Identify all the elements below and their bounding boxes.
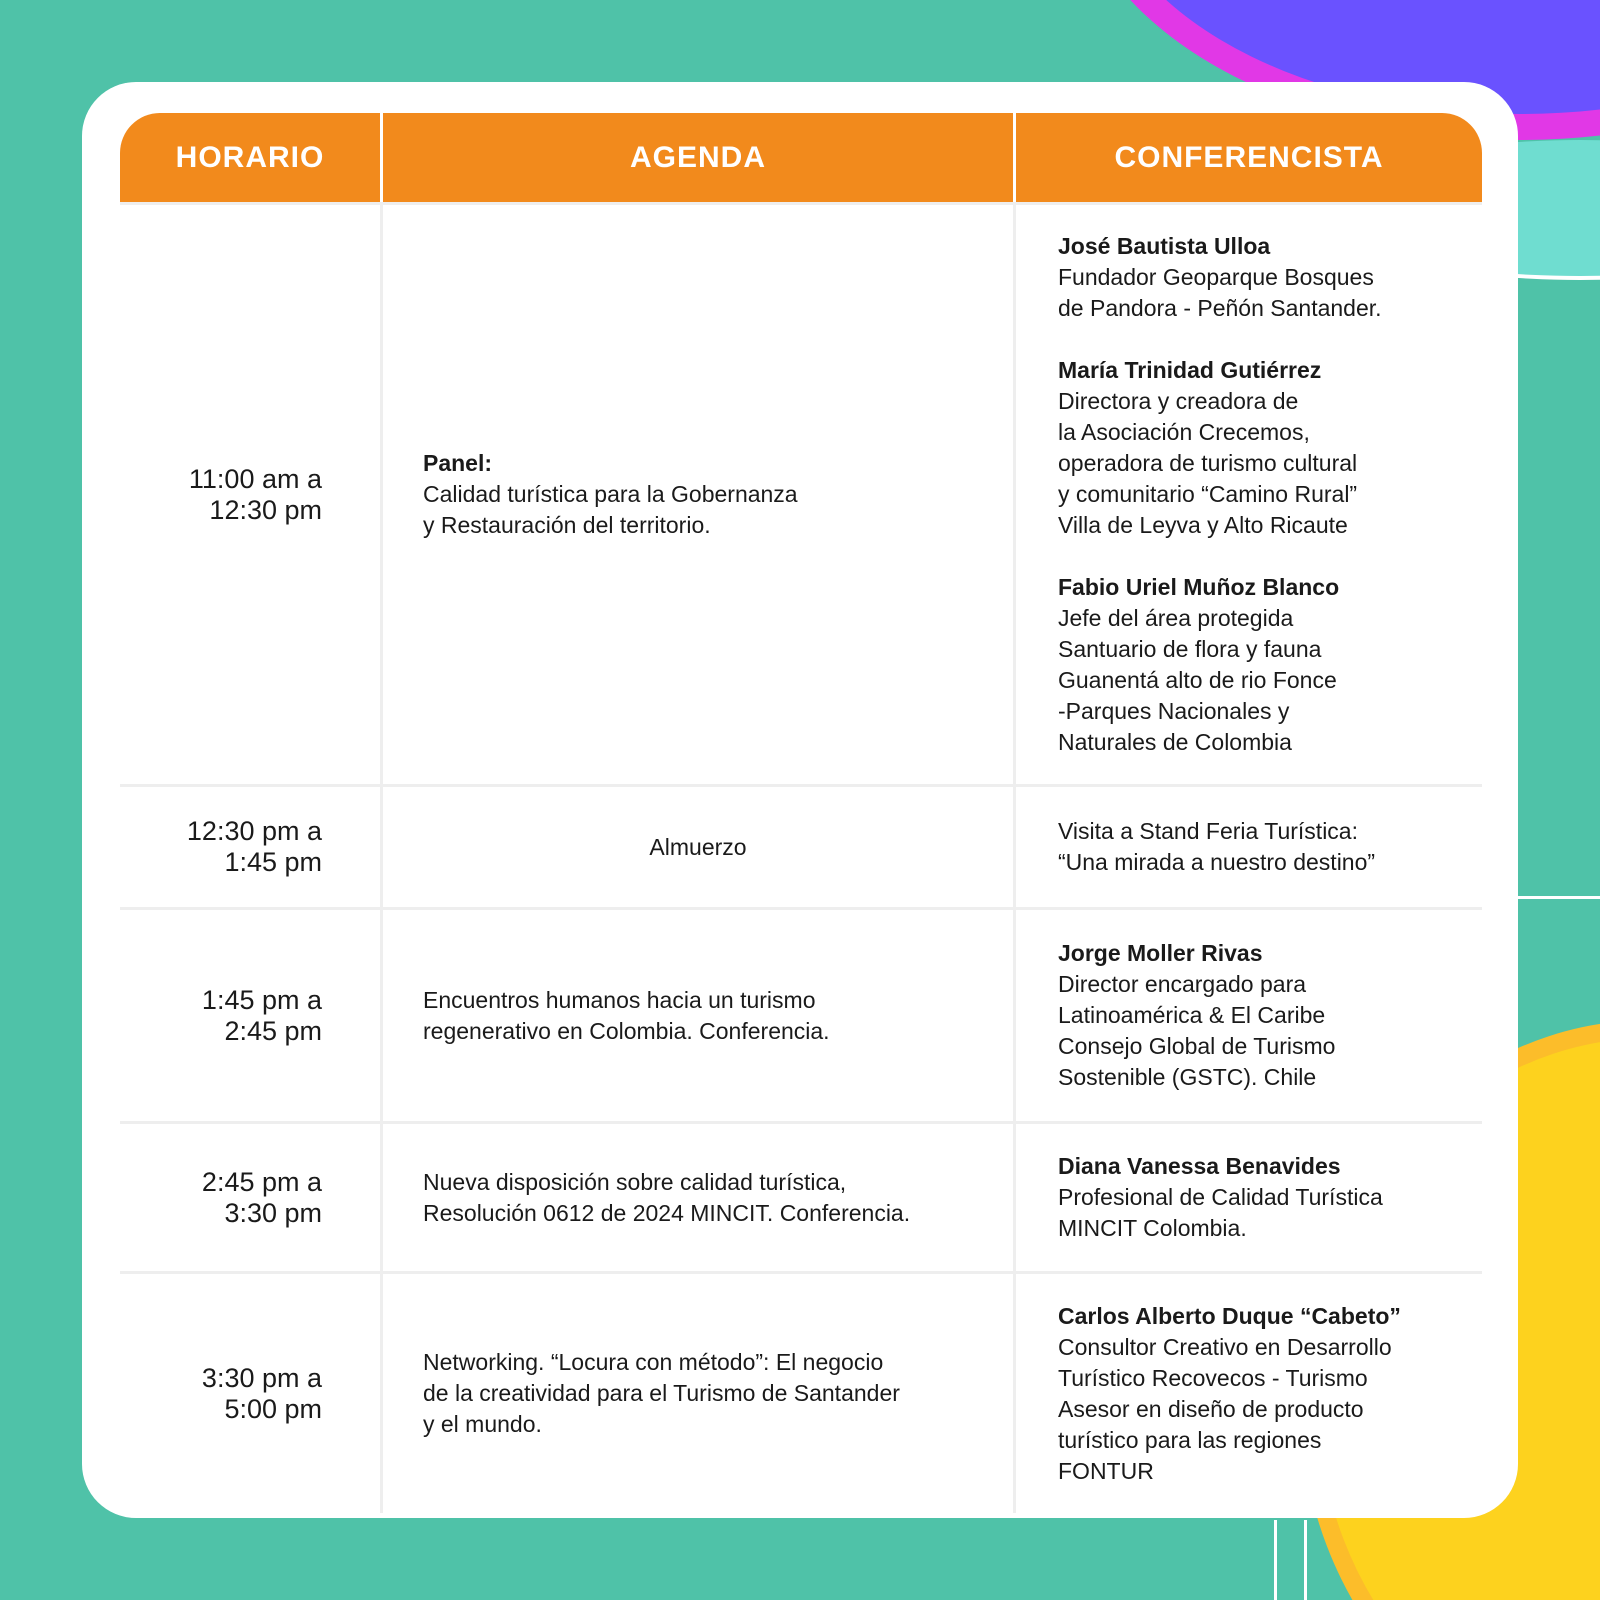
agenda-text: Calidad turística para la Gobernanza bbox=[423, 481, 798, 507]
agenda-cell bbox=[380, 1124, 1016, 1271]
time-start: 12:30 pm a bbox=[186, 816, 322, 846]
header-agenda: AGENDA bbox=[380, 113, 1016, 202]
time-cell bbox=[120, 910, 380, 1121]
speaker-role: Profesional de Calidad Turística bbox=[1058, 1184, 1383, 1210]
agenda-text: regenerativo en Colombia. Conferencia. bbox=[423, 1017, 830, 1044]
speaker-role: -Parques Nacionales y bbox=[1058, 698, 1290, 724]
time-end: 12:30 pm bbox=[209, 494, 322, 525]
speaker-role: Latinoamérica & El Caribe bbox=[1058, 1002, 1326, 1028]
speaker-role: Villa de Leyva y Alto Ricaute bbox=[1058, 512, 1348, 538]
agenda-table bbox=[120, 113, 1482, 1513]
time-end: 5:00 pm bbox=[224, 1393, 322, 1424]
speaker-block bbox=[1058, 938, 1335, 1093]
speaker-name: Diana Vanessa Benavides bbox=[1058, 1153, 1341, 1179]
time-cell bbox=[120, 1274, 380, 1513]
time-end: 3:30 pm bbox=[224, 1197, 322, 1228]
header-conferencista: CONFERENCISTA bbox=[1016, 113, 1482, 202]
decorative-line bbox=[1274, 1520, 1277, 1600]
speaker-name: José Bautista Ulloa bbox=[1058, 233, 1271, 259]
speaker-role: la Asociación Crecemos, bbox=[1058, 419, 1310, 445]
time-start: 3:30 pm a bbox=[201, 1362, 322, 1393]
agenda-text: Networking. “Locura con método”: El negocio bbox=[423, 1349, 884, 1375]
speaker-role: Fundador Geoparque Bosques bbox=[1058, 264, 1374, 290]
speaker-role: Guanentá alto de rio Fonce bbox=[1058, 667, 1337, 693]
speaker-role: turístico para las regiones bbox=[1058, 1426, 1322, 1453]
agenda-text: y el mundo. bbox=[423, 1411, 542, 1437]
agenda-label: Panel: bbox=[423, 450, 493, 476]
speaker-role: Consejo Global de Turismo bbox=[1058, 1033, 1336, 1059]
speaker-name: Carlos Alberto Duque “Cabeto” bbox=[1058, 1302, 1401, 1329]
speaker-block bbox=[1058, 355, 1382, 541]
speaker-role: Director encargado para bbox=[1058, 971, 1307, 997]
speaker-block bbox=[1058, 1301, 1401, 1487]
time-end: 2:45 pm bbox=[224, 1015, 322, 1046]
time-start: 2:45 pm a bbox=[201, 1166, 322, 1197]
speaker-role: Directora y creadora de bbox=[1058, 388, 1299, 414]
speaker-name: Fabio Uriel Muñoz Blanco bbox=[1058, 574, 1340, 600]
speaker-role: y comunitario “Camino Rural” bbox=[1058, 481, 1358, 507]
table-row bbox=[120, 907, 1482, 1121]
agenda-cell bbox=[380, 1274, 1016, 1513]
speaker-block bbox=[1058, 231, 1382, 324]
time-cell bbox=[120, 205, 380, 784]
speaker-role: de Pandora - Peñón Santander. bbox=[1058, 295, 1382, 321]
table-header bbox=[120, 113, 1482, 202]
speaker-block bbox=[1058, 572, 1382, 758]
speaker-role: operadora de turismo cultural bbox=[1058, 450, 1358, 476]
agenda-text: y Restauración del territorio. bbox=[423, 512, 711, 538]
decorative-line bbox=[1304, 1520, 1307, 1600]
speaker-role: Sostenible (GSTC). Chile bbox=[1058, 1064, 1317, 1090]
header-horario: HORARIO bbox=[120, 113, 380, 202]
speaker-name: María Trinidad Gutiérrez bbox=[1058, 357, 1322, 383]
agenda-cell bbox=[380, 910, 1016, 1121]
time-end: 1:45 pm bbox=[224, 847, 322, 877]
table-row bbox=[120, 1271, 1482, 1513]
decorative-line bbox=[1510, 896, 1600, 899]
speaker-role: “Una mirada a nuestro destino” bbox=[1058, 849, 1376, 875]
agenda-text: Almuerzo bbox=[649, 833, 747, 860]
table-row bbox=[120, 1121, 1482, 1271]
speaker-block bbox=[1058, 1151, 1383, 1244]
speaker-cell bbox=[1016, 787, 1482, 907]
speaker-role: Santuario de flora y fauna bbox=[1058, 636, 1322, 662]
speaker-role: Visita a Stand Feria Turística: bbox=[1058, 818, 1358, 844]
speaker-cell bbox=[1016, 205, 1482, 784]
time-start: 11:00 am a bbox=[188, 463, 322, 494]
table-row bbox=[120, 202, 1482, 784]
speaker-role: Jefe del área protegida bbox=[1058, 605, 1294, 631]
agenda-text: de la creatividad para el Turismo de Santander bbox=[423, 1380, 900, 1406]
agenda-text: Resolución 0612 de 2024 MINCIT. Conferencia. bbox=[423, 1199, 911, 1226]
speaker-cell bbox=[1016, 1124, 1482, 1271]
speaker-role: FONTUR bbox=[1058, 1457, 1154, 1484]
table-row bbox=[120, 784, 1482, 907]
speaker-role: MINCIT Colombia. bbox=[1058, 1215, 1247, 1241]
agenda-text: Encuentros humanos hacia un turismo bbox=[423, 986, 816, 1013]
speaker-role: Naturales de Colombia bbox=[1058, 729, 1292, 755]
speaker-role: Asesor en diseño de producto bbox=[1058, 1395, 1364, 1422]
time-cell bbox=[120, 787, 380, 907]
speaker-cell bbox=[1016, 910, 1482, 1121]
agenda-text: Nueva disposición sobre calidad turística, bbox=[423, 1168, 847, 1195]
speaker-role: Consultor Creativo en Desarrollo bbox=[1058, 1333, 1392, 1360]
speaker-role: Turístico Recovecos - Turismo bbox=[1058, 1364, 1368, 1391]
agenda-cell bbox=[380, 787, 1016, 907]
speaker-cell bbox=[1016, 1274, 1482, 1513]
speaker-name: Jorge Moller Rivas bbox=[1058, 940, 1263, 966]
agenda-card bbox=[82, 82, 1518, 1518]
time-cell bbox=[120, 1124, 380, 1271]
agenda-cell bbox=[380, 205, 1016, 784]
time-start: 1:45 pm a bbox=[201, 984, 322, 1015]
speaker-block bbox=[1058, 816, 1375, 878]
